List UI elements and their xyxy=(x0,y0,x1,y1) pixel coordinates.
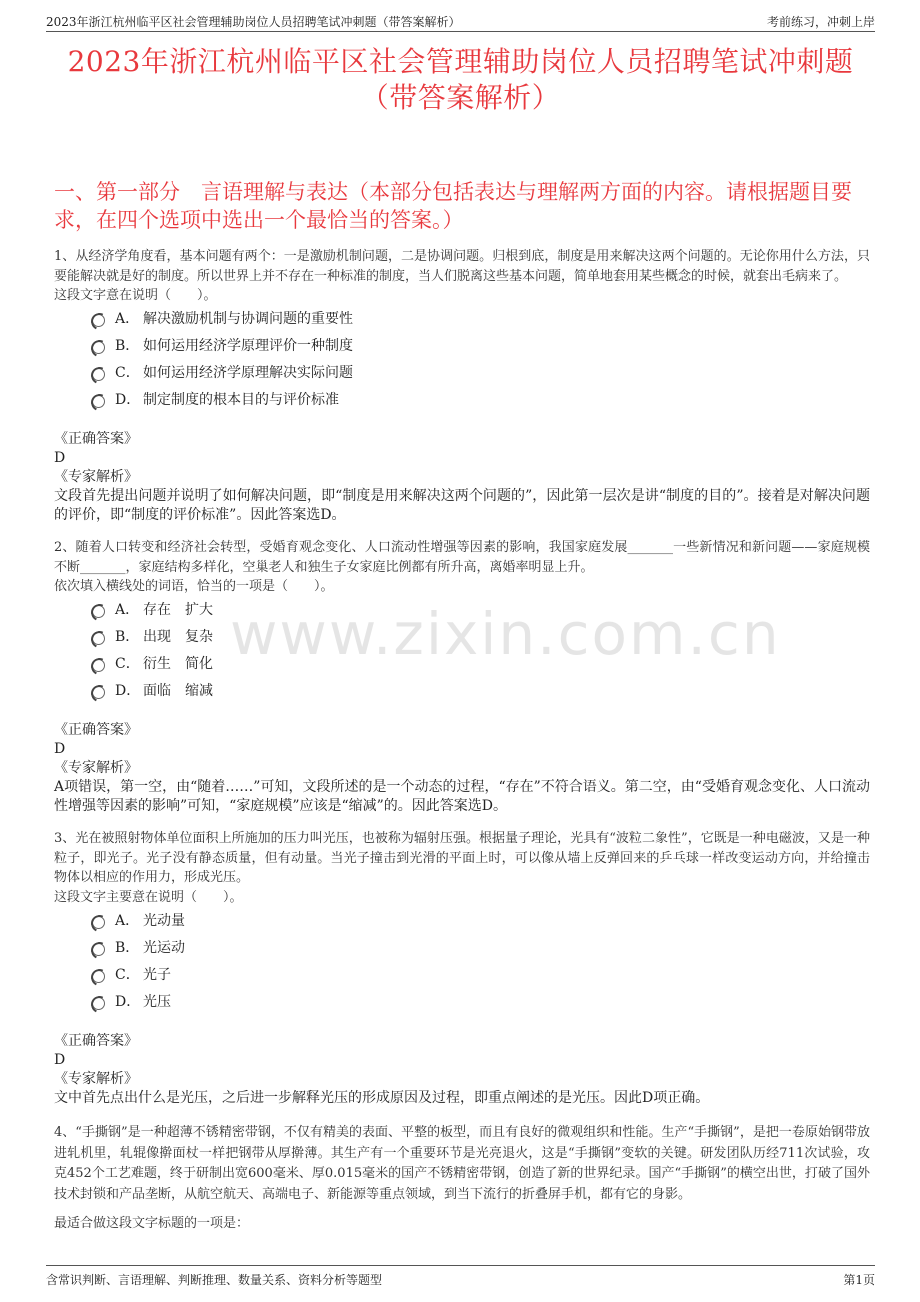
analysis-label: 《专家解析》 xyxy=(54,760,138,776)
question-4 xyxy=(54,1123,870,1205)
page-footer xyxy=(46,1265,875,1289)
question-3-answer xyxy=(54,1032,870,1108)
analysis-label: 《专家解析》 xyxy=(54,1071,138,1087)
question-2-prompt: 依次填入横线处的词语，恰当的一项是（ ）。 xyxy=(54,579,334,594)
analysis-text: 文中首先点出什么是光压，之后进一步解释光压的形成原因及过程，即重点阐述的是光压。因此D项正确。 xyxy=(54,1090,710,1106)
analysis-text: A项错误，第一空，由“随着……”可知，文段所述的是一个动态的过程，“存在”不符合语义。第二空，由“受婚育观念变化、人口流动性增强等因素的影响”可知，“家庭规模”应该是“缩减”的。因此答案选D。 xyxy=(54,779,870,814)
radio-icon[interactable] xyxy=(92,605,105,618)
watermark: www.zixin.com.cn xyxy=(230,600,781,668)
question-1-option-c[interactable]: C． 如何运用经济学原理解决实际问题 xyxy=(92,358,512,385)
question-3-option-c[interactable]: C． 光子 xyxy=(92,960,512,987)
radio-icon[interactable] xyxy=(92,997,105,1010)
question-1-text: 1、从经济学角度看，基本问题有两个：一是激励机制问题，二是协调问题。归根到底，制度是用来解决这两个问题的。无论你用什么方法，只要能解决就是好的制度。所以世界上并不存在一种标准的制度，当人们脱离这些基本问题，简单地套用某些概念的时候，就套出毛病来了。 xyxy=(54,249,870,284)
answer-value: D xyxy=(54,1052,66,1068)
question-1 xyxy=(54,247,870,306)
question-2-options xyxy=(92,595,512,703)
radio-icon[interactable] xyxy=(92,368,105,381)
question-2-option-d[interactable]: D． 面临 缩减 xyxy=(92,676,512,703)
question-3 xyxy=(54,829,870,907)
answer-label: 《正确答案》 xyxy=(54,1033,138,1049)
answer-label: 《正确答案》 xyxy=(54,431,138,447)
question-1-options xyxy=(92,304,512,412)
radio-icon[interactable] xyxy=(92,970,105,983)
question-2 xyxy=(54,538,870,597)
question-3-option-d[interactable]: D． 光压 xyxy=(92,987,512,1014)
question-2-option-a[interactable]: A． 存在 扩大 xyxy=(92,595,512,622)
question-1-option-b[interactable]: B． 如何运用经济学原理评价一种制度 xyxy=(92,331,512,358)
radio-icon[interactable] xyxy=(92,943,105,956)
question-3-options xyxy=(92,906,512,1014)
radio-icon[interactable] xyxy=(92,916,105,929)
question-2-option-c[interactable]: C． 衍生 简化 xyxy=(92,649,512,676)
analysis-label: 《专家解析》 xyxy=(54,469,138,485)
question-3-text: 3、光在被照射物体单位面积上所施加的压力叫光压，也被称为辐射压强。根据量子理论，光具有“波粒二象性”，它既是一种电磁波，又是一种粒子，即光子。光子没有静态质量，但有动量。当光子撞击到光滑的平面上时，可以像从墙上反弹回来的乒乓球一样改变运动方向，并给撞击物体以相应的作用力，形成光压。 xyxy=(54,831,870,885)
page-number: 第1页 xyxy=(843,1273,875,1287)
question-1-prompt: 这段文字意在说明（ ）。 xyxy=(54,288,217,303)
radio-icon[interactable] xyxy=(92,632,105,645)
radio-icon[interactable] xyxy=(92,314,105,327)
header-slogan: 考前练习，冲刺上岸 xyxy=(766,15,875,29)
question-2-text: 2、随着人口转变和经济社会转型，受婚育观念变化、人口流动性增强等因素的影响，我国家庭发展_______一些新情况和新问题——家庭规模不断_______，家庭结构多样化，空巢老人和独生子女家庭比例都有所升高，离婚率明显上升。 xyxy=(54,540,870,575)
radio-icon[interactable] xyxy=(92,659,105,672)
answer-value: D xyxy=(54,450,66,466)
question-4-text: 4、“手撕钢”是一种超薄不锈精密带钢，不仅有精美的表面、平整的板型，而且有良好的微观组织和性能。生产“手撕钢”，是把一卷原始钢带放进轧机里，轧辊像擀面杖一样把钢带从厚擀薄。其生产有一个重要环节是光亮退火，这是“手撕钢”变软的关键。研发团队历经711次试验，攻克452个工艺难题，终于研制出宽600毫米、厚0.015毫米的国产不锈精密带钢，创造了新的世界纪录。国产“手撕钢”的横空出世，打破了国外技术封锁和产品垄断，从航空航天、高端电子、新能源等重点领域，到当下流行的折叠屏手机，都有它的身影。 xyxy=(54,1125,870,1202)
answer-value: D xyxy=(54,741,66,757)
radio-icon[interactable] xyxy=(92,341,105,354)
answer-label: 《正确答案》 xyxy=(54,722,138,738)
header-doc-title: 2023年浙江杭州临平区社会管理辅助岗位人员招聘笔试冲刺题（带答案解析） xyxy=(46,15,461,29)
page-header xyxy=(46,10,875,32)
radio-icon[interactable] xyxy=(92,395,105,408)
document-title xyxy=(46,44,875,116)
question-2-option-b[interactable]: B． 出现 复杂 xyxy=(92,622,512,649)
question-3-option-a[interactable]: A． 光动量 xyxy=(92,906,512,933)
document-title-line2: （带答案解析） xyxy=(360,81,561,114)
document-title-line1: 2023年浙江杭州临平区社会管理辅助岗位人员招聘笔试冲刺题 xyxy=(67,45,854,78)
question-1-option-d[interactable]: D． 制定制度的根本目的与评价标准 xyxy=(92,385,512,412)
question-3-option-b[interactable]: B． 光运动 xyxy=(92,933,512,960)
footer-text: 含常识判断、言语理解、判断推理、数量关系、资料分析等题型 xyxy=(46,1273,383,1287)
radio-icon[interactable] xyxy=(92,686,105,699)
question-4-prompt: 最适合做这段文字标题的一项是： xyxy=(54,1216,250,1231)
question-3-prompt: 这段文字主要意在说明（ ）。 xyxy=(54,889,243,905)
question-1-answer xyxy=(54,430,870,525)
question-2-answer xyxy=(54,721,870,816)
section-heading: 一、第一部分 言语理解与表达（本部分包括表达与理解两方面的内容。请根据题目要求，在四个选项中选出一个最恰当的答案。） xyxy=(54,180,852,232)
analysis-text: 文段首先提出问题并说明了如何解决问题，即“制度是用来解决这两个问题的”，因此第一层次是讲“制度的目的”。接着是对解决问题的评价，即“制度的评价标准”。因此答案选D。 xyxy=(54,488,870,523)
question-1-option-a[interactable]: A． 解决激励机制与协调问题的重要性 xyxy=(92,304,512,331)
